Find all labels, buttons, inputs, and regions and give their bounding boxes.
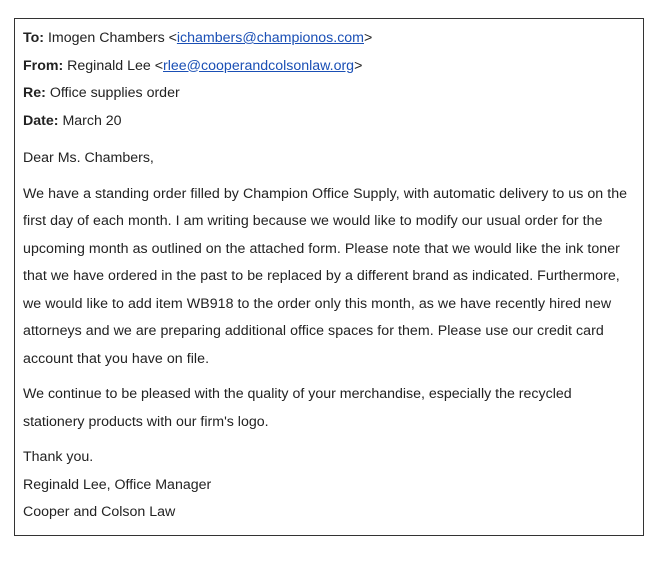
subject-label: Re: — [23, 85, 46, 101]
to-name: Imogen Chambers < — [47, 30, 177, 46]
body-paragraph-1: We have a standing order filled by Champion Office Supply, with automatic delivery to us on the first day of each month. I am writing because we would like to modify our usual order for the upcoming month as outlined on the attached form. Please note that we would like the ink toner that we have ordered in the past to be replaced by a different brand as indicated. Furthermore, we would like to add item WB918 to the order only this month, as we have recently hired new attorneys and we are preparing additional office spaces for them. Please use our credit card account that you have on file. — [23, 185, 628, 367]
subject-line — [23, 82, 635, 110]
greeting: Dear Ms. Chambers, — [23, 150, 154, 166]
from-label: From: — [23, 57, 64, 74]
from-close: > — [354, 57, 363, 74]
date-value: March 20 — [62, 112, 122, 129]
from-name: Reginald Lee < — [67, 57, 163, 74]
body-paragraph-2: We continue to be pleased with the quality of your merchandise, especially the recycled stationery products with our firm's logo. — [23, 386, 572, 430]
subject-value: Office supplies order — [49, 85, 180, 101]
to-close: > — [364, 30, 373, 46]
signature-name-title: Reginald Lee, Office Manager — [23, 476, 212, 493]
from-email-link[interactable]: rlee@cooperandcolsonlaw.org — [163, 57, 355, 74]
to-line — [23, 27, 635, 55]
from-line — [23, 55, 635, 83]
closing: Thank you. — [23, 449, 94, 465]
date-line — [23, 110, 635, 138]
email-message — [14, 18, 644, 536]
to-label: To: — [23, 30, 45, 46]
to-email-link[interactable]: ichambers@championos.com — [176, 30, 364, 46]
date-label: Date: — [23, 112, 59, 129]
signature-company: Cooper and Colson Law — [23, 504, 176, 520]
